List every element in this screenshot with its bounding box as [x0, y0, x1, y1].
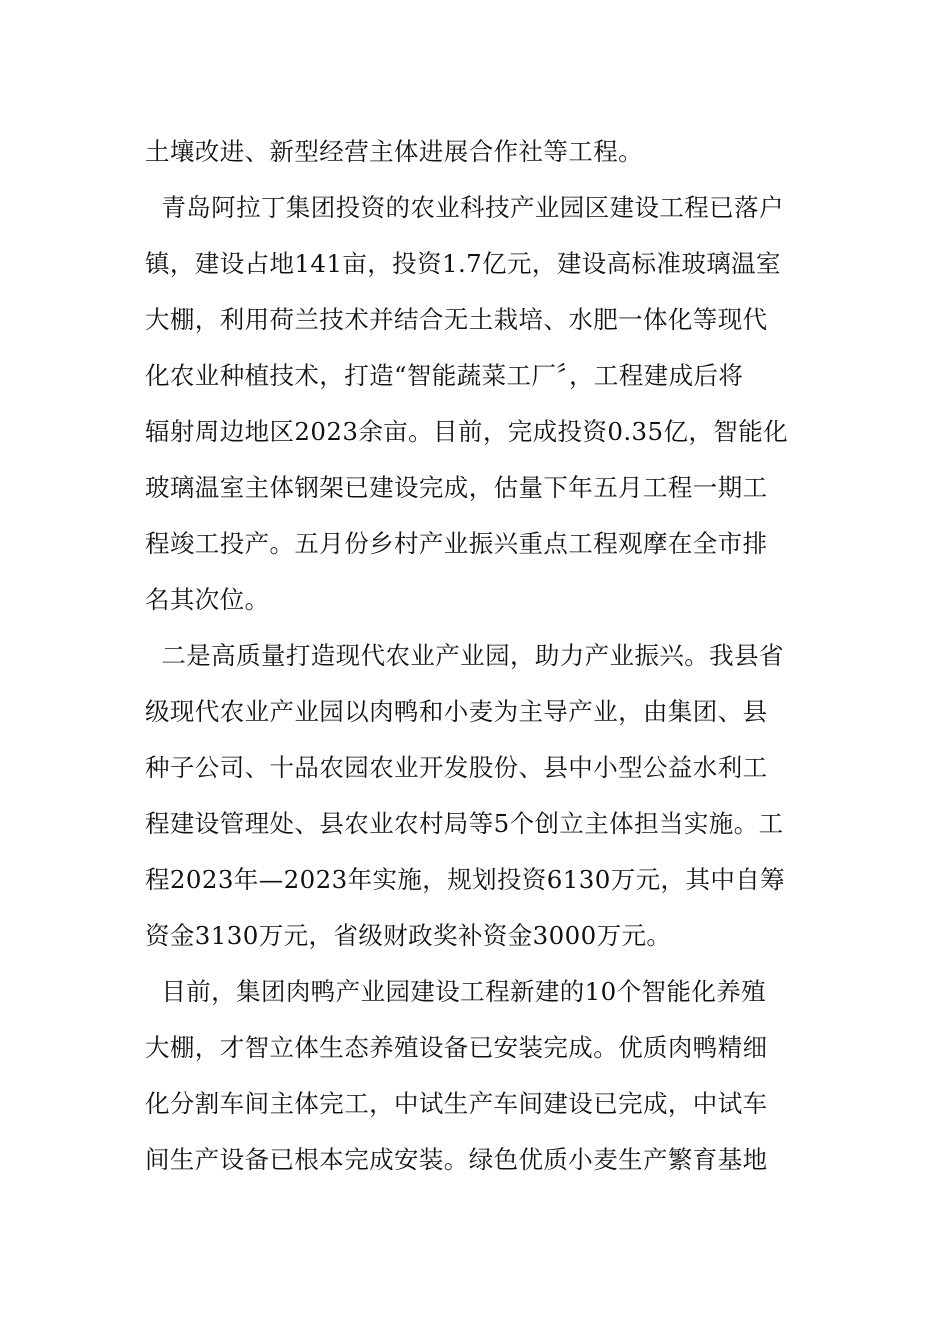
- text-line: 二是高质量打造现代农业产业园，助力产业振兴。我县省: [145, 641, 784, 670]
- text-line: 程2023年—2023年实施，规划投资6130万元，其中自筹: [145, 865, 786, 894]
- text-line: 资金3130万元，省级财政奖补资金3000万元。: [145, 921, 672, 950]
- text-line: 程竣工投产。五月份乡村产业振兴重点工程观摩在全市排: [145, 529, 768, 558]
- body-text: [145, 124, 810, 1188]
- text-line: 程建设管理处、县农业农村局等5个创立主体担当实施。工: [145, 809, 784, 838]
- text-line: 青岛阿拉丁集团投资的农业科技产业园区建设工程已落户: [145, 193, 784, 222]
- text-line: 镇，建设占地141亩，投资1.7亿元，建设高标准玻璃温室: [145, 249, 781, 278]
- text-line: 目前，集团肉鸭产业园建设工程新建的10个智能化养殖: [145, 977, 767, 1006]
- text-line: 级现代农业产业园以肉鸭和小麦为主导产业，由集团、县: [145, 697, 768, 726]
- text-line: 间生产设备已根本完成安装。绿色优质小麦生产繁育基地: [145, 1145, 768, 1174]
- text-line: 化分割车间主体完工，中试生产车间建设已完成，中试车: [145, 1089, 768, 1118]
- text-line: 大棚，利用荷兰技术并结合无土栽培、水肥一体化等现代: [145, 305, 768, 334]
- text-line: 化农业种植技术，打造“智能蔬菜工厂〞，工程建成后将: [145, 361, 744, 390]
- text-line: 种子公司、十品农园农业开发股份、县中小型公益水利工: [145, 753, 768, 782]
- text-line: 名其次位。: [145, 585, 270, 614]
- text-line: 玻璃温室主体钢架已建设完成，估量下年五月工程一期工: [145, 473, 768, 502]
- text-line: 大棚，才智立体生态养殖设备已安装完成。优质肉鸭精细: [145, 1033, 768, 1062]
- text-line: 土壤改进、新型经营主体进展合作社等工程。: [145, 137, 643, 166]
- text-line: 辐射周边地区2023余亩。目前，完成投资0.35亿，智能化: [145, 417, 788, 446]
